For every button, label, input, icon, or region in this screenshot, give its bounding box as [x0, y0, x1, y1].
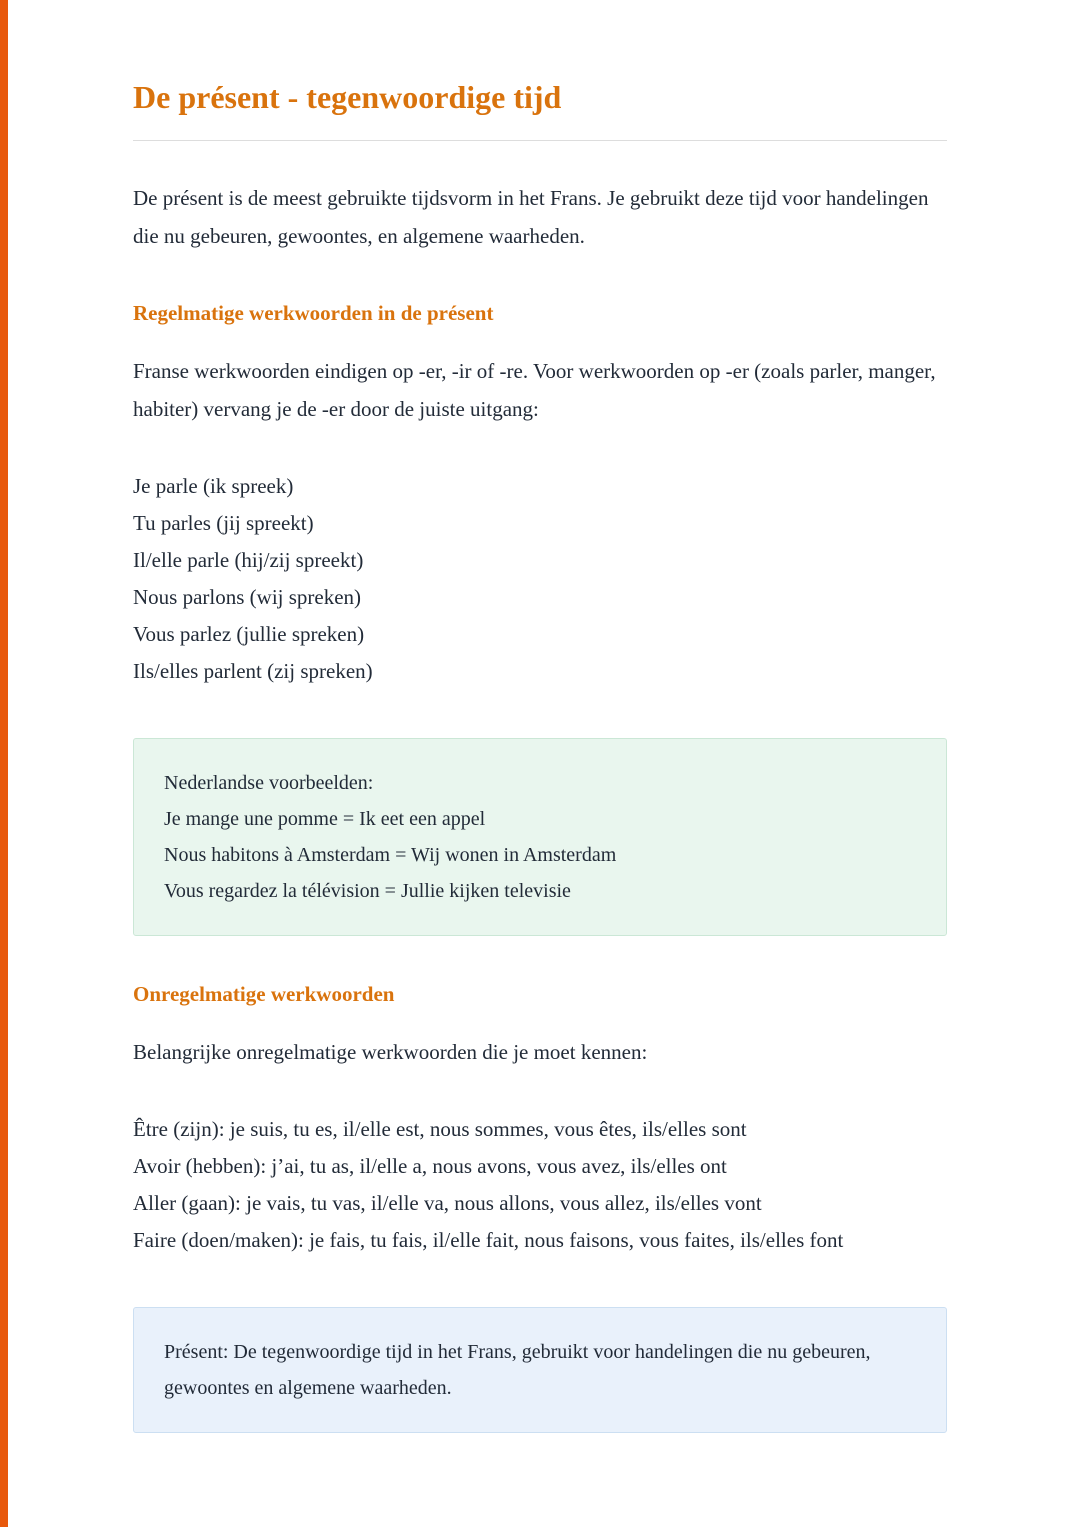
irregular-verbs-intro: Belangrijke onregelmatige werkwoorden die je moet kennen: [133, 1040, 648, 1065]
conjugation-line: Avoir (hebben): j’ai, tu as, il/elle a, nous avons, vous avez, ils/elles ont [133, 1154, 727, 1179]
conjugation-line: Être (zijn): je suis, tu es, il/elle est, nous sommes, vous êtes, ils/elles sont [133, 1117, 747, 1142]
intro-paragraph: De présent is de meest gebruikte tijdsvorm in het Frans. Je gebruikt deze tijd voor handelingen die nu gebeuren, gewoontes, en algemene waarheden. [133, 186, 929, 249]
conjugation-line: Nous parlons (wij spreken) [133, 585, 362, 610]
conjugation-line: Faire (doen/maken): je fais, tu fais, il/elle fait, nous faisons, vous faites, ils/elles font [133, 1228, 844, 1253]
conjugation-line: Ils/elles parlent (zij spreken) [133, 659, 373, 684]
regular-verbs-intro: Franse werkwoorden eindigen op -er, -ir of -re. Voor werkwoorden op -er (zoals parler, manger, habiter) vervang je de -er door de juiste uitgang: [133, 359, 936, 422]
conjugation-list-regular [133, 468, 947, 690]
conjugation-line: Je parle (ik spreek) [133, 474, 294, 499]
definition-callout [133, 1307, 947, 1433]
definition-text: Présent: De tegenwoordige tijd in het Frans, gebruikt voor handelingen die nu gebeuren, gewoontes en algemene waarheden. [164, 1341, 871, 1400]
page-title: De présent - tegenwoordige tijd [133, 79, 562, 115]
conjugation-line: Vous parlez (jullie spreken) [133, 622, 365, 647]
examples-callout-title: Nederlandse voorbeelden: [164, 772, 374, 795]
examples-callout [133, 738, 947, 936]
title-divider [133, 140, 947, 141]
conjugation-list-irregular [133, 1111, 947, 1259]
conjugation-line: Il/elle parle (hij/zij spreekt) [133, 548, 364, 573]
conjugation-line: Aller (gaan): je vais, tu vas, il/elle va, nous allons, vous allez, ils/elles vont [133, 1191, 762, 1216]
left-accent-stripe [0, 0, 8, 1527]
example-line: Je mange une pomme = Ik eet een appel [164, 808, 486, 831]
section-heading-irregular-verbs: Onregelmatige werkwoorden [133, 982, 395, 1007]
section-heading-regular-verbs: Regelmatige werkwoorden in de présent [133, 301, 494, 326]
conjugation-line: Tu parles (jij spreekt) [133, 511, 314, 536]
example-line: Vous regardez la télévision = Jullie kijken televisie [164, 880, 571, 903]
example-line: Nous habitons à Amsterdam = Wij wonen in Amsterdam [164, 844, 617, 867]
